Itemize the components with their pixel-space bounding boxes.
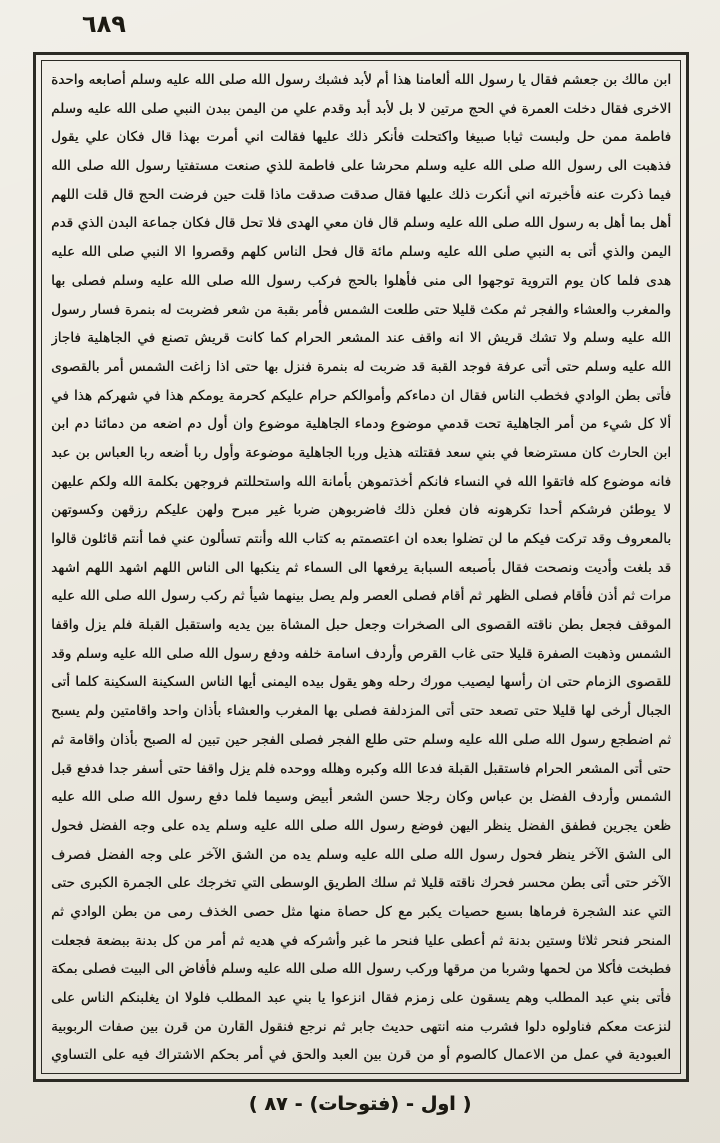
footer-dash: - [405,1093,414,1115]
text-line: فاطمة ممن حل ولبست ثيابا صبيغا واكتحلت فأنكر ذلك عليها فقالت اني أمرت بهذا قال فكان علي يقول [51,129,671,146]
page-frame-inner-rule [41,60,681,1074]
text-line: للقصوى الزمام حتى ان رأسها ليصيب مورك رحله وهو يقول بيده اليمنى أيها الناس السكينة السكينة كلما أتى [51,674,671,691]
text-line: الشمس وأردف الفضل بن عباس وكان رجلا حسن الشعر أبيض وسيما فلما دفع رسول الله صلى الله عليه [51,789,671,806]
text-line: لنزعت معكم فناولوه دلوا فشرب منه انتهى حديث جابر ثم نرجع فنقول القارن من قرن بين صفات الربوبية [51,1018,671,1035]
text-line: التي عند الشجرة فرماها بسبع حصيات يكبر مع كل حصاة منها مثل حصى الخذف رمى من بطن الوادي ثم [51,903,671,920]
text-line: العبودية في عمل من الاعمال كالصوم أو من قرن بين العبد والحق في أمر بحكم الاشتراك فيه على التساوي [51,1047,671,1064]
text-line: ألا كل شيء من أمر الجاهلية تحت قدمي موضوع ودماء الجاهلية موضوع وان أول دم اضعه من دمائنا دم ابن [51,416,671,433]
text-line: مرات ثم أذن فأقام فصلى الظهر ثم أقام فصلى العصر ولم يصل بينهما شيأ ثم ركب رسول الله صلى الله عليه [51,588,671,605]
text-line: أهل بما أهل به رسول الله صلى الله عليه وسلم قال فان معي الهدى فلا تحل قال فكان جماعة البدن الذي قدم [51,215,671,232]
text-line: فذهبت الى رسول الله صلى الله عليه وسلم محرشا على فاطمة للذي صنعت مستفتيا رسول الله صلى الله [51,158,671,175]
text-line: المنحر فنحر ثلاثا وستين بدنة ثم أعطى عليا فنحر ما غبر وأشركه في هديه ثم أمر من كل بدنة ببضعة فجعلت [51,932,671,949]
text-line: ثم اضطجع رسول الله صلى الله عليه وسلم حتى طلع الفجر فصلى الفجر حين تبين له الصبح بأذان واقامة ثم [51,731,671,748]
footer-close-paren: ) [462,1093,472,1115]
footer-page-number: ٨٧ [264,1093,288,1115]
page-number: ٦٨٩ [82,10,126,38]
text-line: فطبخت فأكلا من لحمها وشربا من مرقها وركب رسول الله صلى الله عليه وسلم فأفاض الى البيت فصلى بمكة [51,961,671,978]
text-line: الموقف فجعل بطن ناقته القصوى الى الصخرات وجعل حبل المشاة بين يديه واستقبل القبلة فلم يزل واقفا [51,617,671,634]
page-frame [33,52,689,1082]
body-text [51,66,671,1070]
text-line: الآخر حتى أتى بطن محسر فحرك ناقته قليلا ثم سلك الطريق الوسطى التي تخرجك على الجمرة الكبرى حتى [51,875,671,892]
footer-dash: - [294,1093,303,1115]
text-line: قد بلغت وأديت ونصحت فقال بأصبعه السبابة يرفعها الى السماء ثم ينكبها الى الناس اللهم اشهد اللهم اشهد [51,559,671,576]
text-line: فأتى بني عبد المطلب وهم يسقون على زمزم فقال انزعوا يا بني عبد المطلب فلولا ان يغلبنكم الناس على [51,990,671,1006]
text-line: الى الشق الآخر ينظر فحول رسول الله صلى الله عليه وسلم يده من الشق الآخر على وجه الفضل فصرف [51,846,671,863]
text-line: الاخرى فقال دخلت العمرة في الحج مرتين لا بل لأبد أبد وقدم علي من اليمن ببدن النبي صلى الله عليه وسلم [51,100,671,117]
text-line: اليمن والذي أتى به النبي صلى الله عليه وسلم مائة قال فحل الناس كلهم وقصروا الا النبي صلى الله عليه [51,244,671,261]
text-line: حتى أتى المشعر الحرام فاستقبل القبلة فدعا الله وكبره وهلله ووحده فلم يزل واقفا حتى أسفر جدا فدفع قبل [51,760,671,777]
text-line: هدى فلما كان يوم التروية توجهوا الى منى فأهلوا بالحج فركب رسول الله صلى الله عليه وسلم فصلى بها [51,272,671,289]
text-line: ابن مالك بن جعشم فقال يا رسول الله ألعامنا هذا أم لأبد فشبك رسول الله صلى الله عليه وسلم أصابعه واحدة [51,72,671,88]
text-line: لا يوطئن فرشكم أحدا تكرهونه فان فعلن ذلك فاضربوهن ضربا غير مبرح ولهن عليكم رزقهن وكسوتهن [51,502,671,519]
text-line: فانه موضوع كله فاتقوا الله في النساء فانكم أخذتموهن بأمانة الله واستحللتم فروجهن بكلمة الله ولكم عليهن [51,473,671,490]
footer-book-title: (فتوحات) [309,1093,399,1115]
text-line: الشمس وذهبت الصفرة قليلا حتى غاب القرص وأردف اسامة خلفه ودفع رسول الله صلى الله عليه وسلم وقد [51,645,671,662]
text-line: فأتى بطن الوادي فخطب الناس فقال ان دماءكم وأموالكم حرام عليكم كحرمة يومكم هذا في شهركم هذا في [51,387,671,404]
text-line: بالمعروف وقد تركت فيكم ما لن تضلوا بعده ان اعتصمتم به كتاب الله وأنتم تسألون عني فما أنتم قائلون قالوا [51,531,671,547]
folio-footer [0,1093,720,1115]
text-line: الله عليه وسلم حتى أتى عرفة فوجد القبة قد ضربت له بنمرة فنزل بها حتى اذا زاغت الشمس أمر بالقصوى [51,358,671,375]
text-line: ظعن يجرين فطفق الفضل ينظر اليهن فوضع رسول الله صلى الله عليه وسلم يده على وجه الفضل فحول [51,817,671,834]
footer-open-paren: ( [248,1093,258,1115]
text-line: والمغرب والعشاء والفجر ثم مكث قليلا حتى طلعت الشمس فأمر بقبة من شعر فضربت له بنمرة فسار رسول [51,301,671,318]
text-line: ابن الحارث كان مسترضعا في بني سعد فقتلته هذيل وربا الجاهلية موضوعة وأول ربا أضعه ربا العباس بن عبد [51,444,671,461]
footer-volume: اول [420,1093,456,1115]
text-line: فيما ذكرت عنه فأخبرته اني أنكرت ذلك عليها فقال صدقت صدقت ماذا قلت حين فرضت الحج قال قلت اللهم [51,186,671,203]
text-line: الله عليه وسلم ولا تشك قريش الا انه واقف عند المشعر الحرام كما كانت قريش تصنع في الجاهلية فاجاز [51,330,671,347]
text-line: الجبال أرخى لها قليلا حتى تصعد حتى أتى المزدلفة فصلى بها المغرب والعشاء بأذان واحد واقامتين ولم يسبح [51,703,671,720]
